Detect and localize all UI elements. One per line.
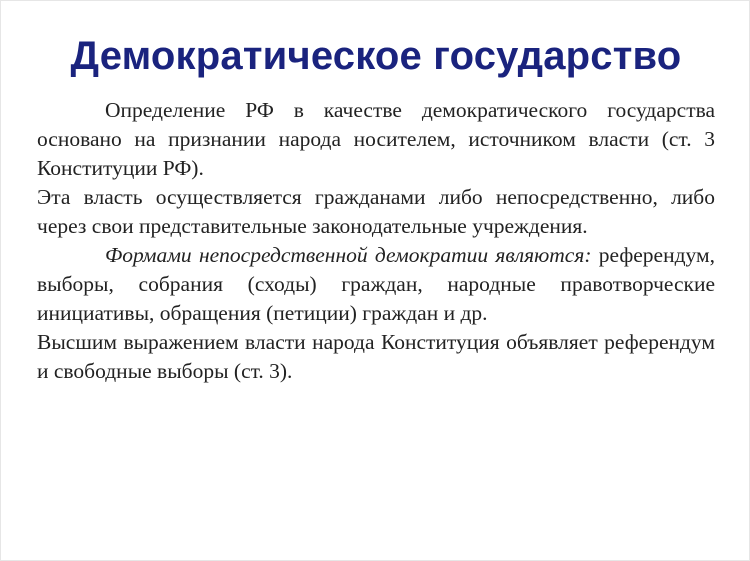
direct-democracy-text: референдум, выборы, собрания (сходы) граждан, народные правотворческие инициативы, обращения (петиции) граждан и др.: [37, 243, 715, 325]
slide-title: Демократическое государство: [70, 34, 682, 78]
slide-body: [37, 96, 715, 386]
direct-democracy-lead: Формами непосредственной демократии являются:: [105, 243, 592, 267]
paragraph-power-exercise: [37, 183, 715, 241]
paragraph-power-exercise-text: Эта власть осуществляется гражданами либо непосредственно, либо через свои представительные законодательные учреждения.: [37, 185, 715, 238]
paragraph-definition-text: Определение РФ в качестве демократического государства основано на признании народа носителем, источником власти (ст. 3 Конституции РФ).: [37, 98, 715, 180]
paragraph-definition: [37, 96, 715, 183]
paragraph-highest-expression-text: Высшим выражением власти народа Конституция объявляет референдум и свободные выборы (ст. 3).: [37, 330, 715, 383]
paragraph-direct-democracy: [37, 241, 715, 328]
paragraph-highest-expression: [37, 328, 715, 386]
